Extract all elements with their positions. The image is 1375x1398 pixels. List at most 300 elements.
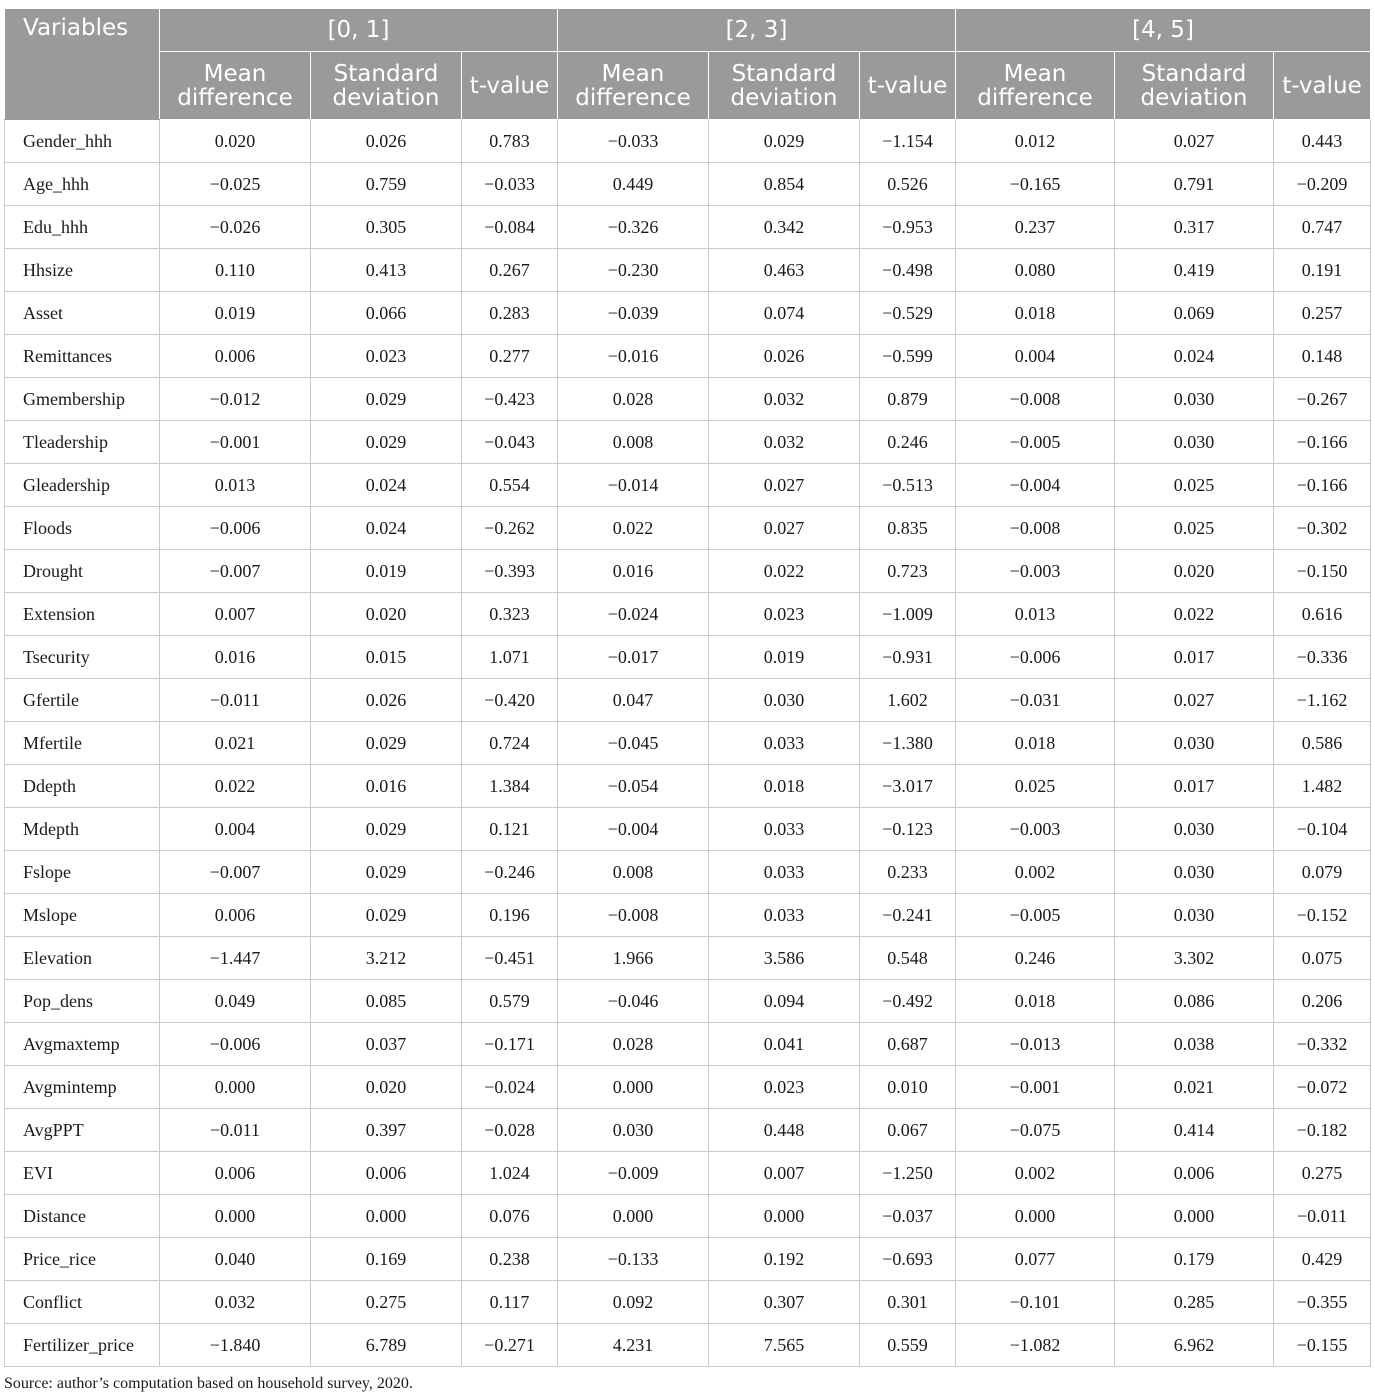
table-cell: 0.342 <box>709 206 860 249</box>
table-cell: 0.049 <box>160 980 311 1023</box>
table-row <box>5 1281 1371 1324</box>
variable-name: Asset <box>5 292 160 335</box>
table-row <box>5 851 1371 894</box>
table-cell: −0.241 <box>860 894 956 937</box>
table-cell: 0.022 <box>558 507 709 550</box>
table-row <box>5 1195 1371 1238</box>
table-cell: 0.000 <box>160 1195 311 1238</box>
table-row <box>5 1324 1371 1367</box>
table-cell: 0.449 <box>558 163 709 206</box>
table-cell: 0.463 <box>709 249 860 292</box>
variable-name: Mdepth <box>5 808 160 851</box>
table-cell: −0.152 <box>1274 894 1371 937</box>
table-cell: 0.007 <box>160 593 311 636</box>
table-cell: −0.006 <box>956 636 1115 679</box>
table-cell: −0.045 <box>558 722 709 765</box>
variable-name: Elevation <box>5 937 160 980</box>
table-cell: 0.443 <box>1274 120 1371 163</box>
table-cell: 0.024 <box>1115 335 1274 378</box>
table-cell: 0.006 <box>311 1152 462 1195</box>
table-cell: 0.275 <box>1274 1152 1371 1195</box>
table-cell: 0.000 <box>956 1195 1115 1238</box>
table-cell: 0.032 <box>709 378 860 421</box>
table-cell: −0.008 <box>956 507 1115 550</box>
table-cell: 0.029 <box>311 378 462 421</box>
table-cell: 0.616 <box>1274 593 1371 636</box>
table-cell: −1.840 <box>160 1324 311 1367</box>
table-cell: 0.019 <box>160 292 311 335</box>
table-row <box>5 292 1371 335</box>
table-cell: 3.302 <box>1115 937 1274 980</box>
table-row <box>5 249 1371 292</box>
table-cell: −0.326 <box>558 206 709 249</box>
table-cell: 3.212 <box>311 937 462 980</box>
table-cell: −0.104 <box>1274 808 1371 851</box>
table-cell: −0.043 <box>462 421 558 464</box>
table-cell: −0.011 <box>160 1109 311 1152</box>
table-cell: 0.879 <box>860 378 956 421</box>
table-cell: 0.000 <box>1115 1195 1274 1238</box>
table-cell: 0.040 <box>160 1238 311 1281</box>
table-cell: 0.016 <box>558 550 709 593</box>
table-cell: 0.006 <box>160 1152 311 1195</box>
table-cell: 0.004 <box>160 808 311 851</box>
table-cell: 0.687 <box>860 1023 956 1066</box>
standard-deviation-header: Standard deviation <box>311 52 462 120</box>
table-cell: 0.033 <box>709 851 860 894</box>
table-cell: 0.006 <box>1115 1152 1274 1195</box>
variable-name: Drought <box>5 550 160 593</box>
standard-deviation-header: Standard deviation <box>709 52 860 120</box>
table-cell: 0.028 <box>558 378 709 421</box>
table-cell: 0.013 <box>956 593 1115 636</box>
variable-name: Fslope <box>5 851 160 894</box>
table-cell: 0.006 <box>160 335 311 378</box>
variable-name: AvgPPT <box>5 1109 160 1152</box>
table-cell: 4.231 <box>558 1324 709 1367</box>
table-cell: 0.448 <box>709 1109 860 1152</box>
table-row <box>5 507 1371 550</box>
table-row <box>5 163 1371 206</box>
table-cell: 0.018 <box>956 722 1115 765</box>
variable-name: Price_rice <box>5 1238 160 1281</box>
table-cell: 0.759 <box>311 163 462 206</box>
table-cell: 0.246 <box>956 937 1115 980</box>
table-cell: −1.154 <box>860 120 956 163</box>
table-cell: 0.015 <box>311 636 462 679</box>
table-cell: 1.482 <box>1274 765 1371 808</box>
t-value-header: t-value <box>462 52 558 120</box>
table-cell: −0.166 <box>1274 464 1371 507</box>
table-cell: −0.166 <box>1274 421 1371 464</box>
table-cell: 0.554 <box>462 464 558 507</box>
variable-name: Remittances <box>5 335 160 378</box>
table-cell: −0.033 <box>558 120 709 163</box>
table-cell: −0.230 <box>558 249 709 292</box>
table-cell: −0.007 <box>160 550 311 593</box>
table-cell: −0.017 <box>558 636 709 679</box>
table-cell: −0.492 <box>860 980 956 1023</box>
variable-name: Distance <box>5 1195 160 1238</box>
table-cell: 0.020 <box>311 1066 462 1109</box>
table-cell: 0.033 <box>709 722 860 765</box>
table-cell: −0.008 <box>956 378 1115 421</box>
table-cell: 0.022 <box>709 550 860 593</box>
table-cell: −0.513 <box>860 464 956 507</box>
table-row <box>5 679 1371 722</box>
table-cell: −0.033 <box>462 163 558 206</box>
table-cell: −0.003 <box>956 550 1115 593</box>
table-cell: −0.005 <box>956 421 1115 464</box>
table-cell: 0.020 <box>1115 550 1274 593</box>
table-cell: 0.026 <box>311 679 462 722</box>
table-cell: −0.931 <box>860 636 956 679</box>
variable-name: Floods <box>5 507 160 550</box>
table-cell: 0.008 <box>558 421 709 464</box>
table-cell: −0.246 <box>462 851 558 894</box>
table-cell: −1.447 <box>160 937 311 980</box>
source-note: Source: author’s computation based on household survey, 2020. <box>4 1375 413 1392</box>
table-cell: 0.027 <box>1115 679 1274 722</box>
table-cell: −0.007 <box>160 851 311 894</box>
table-cell: −0.075 <box>956 1109 1115 1152</box>
variable-name: Tsecurity <box>5 636 160 679</box>
table-cell: 0.028 <box>558 1023 709 1066</box>
table-cell: 0.012 <box>956 120 1115 163</box>
table-row <box>5 1109 1371 1152</box>
table-cell: 0.047 <box>558 679 709 722</box>
table-row <box>5 550 1371 593</box>
table-cell: 0.079 <box>1274 851 1371 894</box>
table-cell: 0.283 <box>462 292 558 335</box>
table-cell: 1.071 <box>462 636 558 679</box>
variable-name: Avgmintemp <box>5 1066 160 1109</box>
table-cell: 6.962 <box>1115 1324 1274 1367</box>
table-cell: −0.209 <box>1274 163 1371 206</box>
table-cell: 0.169 <box>311 1238 462 1281</box>
table-cell: 0.025 <box>1115 464 1274 507</box>
table-row <box>5 120 1371 163</box>
variable-name: Gmembership <box>5 378 160 421</box>
table-cell: −0.003 <box>956 808 1115 851</box>
table-cell: 0.030 <box>1115 808 1274 851</box>
table-cell: 0.019 <box>709 636 860 679</box>
table-cell: 0.025 <box>956 765 1115 808</box>
table-cell: 0.179 <box>1115 1238 1274 1281</box>
table-row <box>5 378 1371 421</box>
table-cell: 0.092 <box>558 1281 709 1324</box>
table-cell: 0.723 <box>860 550 956 593</box>
balance-table <box>4 8 1371 1367</box>
table-cell: 0.023 <box>311 335 462 378</box>
table-cell: 0.021 <box>1115 1066 1274 1109</box>
table-cell: 0.419 <box>1115 249 1274 292</box>
table-cell: 0.033 <box>709 894 860 937</box>
table-cell: 0.094 <box>709 980 860 1023</box>
table-cell: 0.030 <box>558 1109 709 1152</box>
table-cell: 0.024 <box>311 464 462 507</box>
table-cell: 0.027 <box>709 464 860 507</box>
table-cell: 0.000 <box>558 1066 709 1109</box>
table-cell: −0.046 <box>558 980 709 1023</box>
table-cell: 3.586 <box>709 937 860 980</box>
variable-name: Mfertile <box>5 722 160 765</box>
table-cell: −0.016 <box>558 335 709 378</box>
table-cell: 0.067 <box>860 1109 956 1152</box>
table-cell: 0.020 <box>311 593 462 636</box>
table-cell: 0.004 <box>956 335 1115 378</box>
table-cell: −0.011 <box>160 679 311 722</box>
variable-name: Extension <box>5 593 160 636</box>
table-cell: −0.498 <box>860 249 956 292</box>
table-cell: −0.008 <box>558 894 709 937</box>
table-cell: 0.002 <box>956 1152 1115 1195</box>
table-cell: 0.074 <box>709 292 860 335</box>
table-body <box>5 120 1371 1367</box>
table-row <box>5 593 1371 636</box>
variable-name: Conflict <box>5 1281 160 1324</box>
table-cell: 1.024 <box>462 1152 558 1195</box>
table-cell: −0.011 <box>1274 1195 1371 1238</box>
table-cell: 0.029 <box>311 808 462 851</box>
table-cell: −1.162 <box>1274 679 1371 722</box>
table-cell: 0.233 <box>860 851 956 894</box>
table-cell: −0.332 <box>1274 1023 1371 1066</box>
variables-header: Variables <box>5 9 160 120</box>
table-cell: −0.171 <box>462 1023 558 1066</box>
table-cell: −0.420 <box>462 679 558 722</box>
table-cell: 0.835 <box>860 507 956 550</box>
table-cell: 0.196 <box>462 894 558 937</box>
table-cell: 0.237 <box>956 206 1115 249</box>
variable-name: Avgmaxtemp <box>5 1023 160 1066</box>
table-cell: 0.548 <box>860 937 956 980</box>
table-cell: 0.007 <box>709 1152 860 1195</box>
table-cell: −0.039 <box>558 292 709 335</box>
table-cell: 0.275 <box>311 1281 462 1324</box>
table-cell: 0.069 <box>1115 292 1274 335</box>
table-cell: 0.037 <box>311 1023 462 1066</box>
table-cell: −0.165 <box>956 163 1115 206</box>
table-cell: −0.072 <box>1274 1066 1371 1109</box>
variable-name: EVI <box>5 1152 160 1195</box>
table-cell: −0.005 <box>956 894 1115 937</box>
table-cell: 0.086 <box>1115 980 1274 1023</box>
table-cell: −0.001 <box>160 421 311 464</box>
group-header-4-5: [4, 5] <box>956 9 1371 52</box>
table-cell: −0.009 <box>558 1152 709 1195</box>
table-cell: −0.013 <box>956 1023 1115 1066</box>
table-cell: −0.423 <box>462 378 558 421</box>
table-cell: 0.323 <box>462 593 558 636</box>
table-cell: 0.025 <box>1115 507 1274 550</box>
table-cell: 0.029 <box>709 120 860 163</box>
table-cell: 0.029 <box>311 722 462 765</box>
table-cell: −0.355 <box>1274 1281 1371 1324</box>
table-cell: 0.030 <box>1115 722 1274 765</box>
table-cell: −0.054 <box>558 765 709 808</box>
table-cell: −0.302 <box>1274 507 1371 550</box>
table-row <box>5 722 1371 765</box>
table-cell: 0.023 <box>709 1066 860 1109</box>
table-cell: 0.026 <box>311 120 462 163</box>
table-cell: −0.031 <box>956 679 1115 722</box>
variable-name: Fertilizer_price <box>5 1324 160 1367</box>
table-cell: 0.023 <box>709 593 860 636</box>
table-cell: 0.285 <box>1115 1281 1274 1324</box>
table-cell: 0.791 <box>1115 163 1274 206</box>
table-cell: 0.008 <box>558 851 709 894</box>
variable-name: Pop_dens <box>5 980 160 1023</box>
variable-name: Gleadership <box>5 464 160 507</box>
table-cell: −0.393 <box>462 550 558 593</box>
table-cell: 0.066 <box>311 292 462 335</box>
table-row <box>5 937 1371 980</box>
table-cell: 0.017 <box>1115 765 1274 808</box>
table-cell: 1.966 <box>558 937 709 980</box>
table-row <box>5 206 1371 249</box>
table-cell: 0.030 <box>1115 894 1274 937</box>
table-row <box>5 1238 1371 1281</box>
table-row <box>5 335 1371 378</box>
table-cell: 0.000 <box>160 1066 311 1109</box>
table-cell: 0.307 <box>709 1281 860 1324</box>
table-cell: 0.030 <box>1115 851 1274 894</box>
table-cell: −0.037 <box>860 1195 956 1238</box>
variable-name: Hhsize <box>5 249 160 292</box>
table-cell: 0.029 <box>311 421 462 464</box>
table-cell: 0.305 <box>311 206 462 249</box>
table-cell: 7.565 <box>709 1324 860 1367</box>
table-cell: −0.024 <box>558 593 709 636</box>
table-cell: 1.384 <box>462 765 558 808</box>
table-cell: 0.006 <box>160 894 311 937</box>
table-cell: 0.077 <box>956 1238 1115 1281</box>
table-row <box>5 464 1371 507</box>
table-cell: −0.267 <box>1274 378 1371 421</box>
table-cell: 0.022 <box>1115 593 1274 636</box>
table-cell: 0.429 <box>1274 1238 1371 1281</box>
table-cell: 0.192 <box>709 1238 860 1281</box>
table-cell: 0.724 <box>462 722 558 765</box>
table-cell: −0.024 <box>462 1066 558 1109</box>
table-cell: −0.451 <box>462 937 558 980</box>
table-cell: 0.148 <box>1274 335 1371 378</box>
table-cell: 0.246 <box>860 421 956 464</box>
table-cell: 0.018 <box>956 292 1115 335</box>
header-group-row <box>5 9 1371 52</box>
table-cell: 0.030 <box>1115 421 1274 464</box>
t-value-header: t-value <box>1274 52 1371 120</box>
table-header <box>5 9 1371 120</box>
table-cell: 0.238 <box>462 1238 558 1281</box>
table-cell: 0.317 <box>1115 206 1274 249</box>
table-row <box>5 765 1371 808</box>
table-cell: 0.191 <box>1274 249 1371 292</box>
table-cell: 0.017 <box>1115 636 1274 679</box>
table-cell: −0.026 <box>160 206 311 249</box>
variable-name: Mslope <box>5 894 160 937</box>
table-cell: −0.014 <box>558 464 709 507</box>
table-cell: 0.013 <box>160 464 311 507</box>
table-cell: 6.789 <box>311 1324 462 1367</box>
table-cell: 0.000 <box>311 1195 462 1238</box>
table-cell: −0.529 <box>860 292 956 335</box>
variable-name: Gfertile <box>5 679 160 722</box>
table-cell: −0.599 <box>860 335 956 378</box>
table-cell: 0.080 <box>956 249 1115 292</box>
table-cell: 0.526 <box>860 163 956 206</box>
table-cell: 0.020 <box>160 120 311 163</box>
table-cell: −1.250 <box>860 1152 956 1195</box>
table-cell: 0.021 <box>160 722 311 765</box>
table-cell: 0.027 <box>1115 120 1274 163</box>
table-cell: −0.150 <box>1274 550 1371 593</box>
table-cell: −3.017 <box>860 765 956 808</box>
table-row <box>5 636 1371 679</box>
table-cell: −0.025 <box>160 163 311 206</box>
table-cell: 0.029 <box>311 894 462 937</box>
table-row <box>5 808 1371 851</box>
mean-difference-header: Mean difference <box>956 52 1115 120</box>
table-cell: −1.082 <box>956 1324 1115 1367</box>
table-cell: 0.085 <box>311 980 462 1023</box>
table-cell: −0.271 <box>462 1324 558 1367</box>
variable-name: Ddepth <box>5 765 160 808</box>
table-cell: 0.018 <box>709 765 860 808</box>
mean-difference-header: Mean difference <box>160 52 311 120</box>
table-cell: 0.016 <box>311 765 462 808</box>
table-cell: 0.579 <box>462 980 558 1023</box>
table-cell: 0.041 <box>709 1023 860 1066</box>
table-cell: −0.693 <box>860 1238 956 1281</box>
table-cell: 0.559 <box>860 1324 956 1367</box>
table-row <box>5 421 1371 464</box>
table-cell: 0.414 <box>1115 1109 1274 1152</box>
table-cell: 0.032 <box>160 1281 311 1324</box>
table-cell: 0.032 <box>709 421 860 464</box>
table-cell: 0.029 <box>311 851 462 894</box>
table-cell: 0.019 <box>311 550 462 593</box>
table-cell: 0.117 <box>462 1281 558 1324</box>
table-cell: −0.953 <box>860 206 956 249</box>
standard-deviation-header: Standard deviation <box>1115 52 1274 120</box>
table-row <box>5 1023 1371 1066</box>
table-cell: 0.301 <box>860 1281 956 1324</box>
table-cell: 0.397 <box>311 1109 462 1152</box>
table-cell: 0.018 <box>956 980 1115 1023</box>
table-cell: 0.783 <box>462 120 558 163</box>
table-cell: 0.206 <box>1274 980 1371 1023</box>
table-cell: 0.022 <box>160 765 311 808</box>
table-cell: 0.267 <box>462 249 558 292</box>
variable-name: Gender_hhh <box>5 120 160 163</box>
table-cell: 0.000 <box>558 1195 709 1238</box>
table-cell: −1.009 <box>860 593 956 636</box>
table-cell: 0.075 <box>1274 937 1371 980</box>
table-cell: 0.000 <box>709 1195 860 1238</box>
table-cell: 0.110 <box>160 249 311 292</box>
table-cell: 0.010 <box>860 1066 956 1109</box>
variable-name: Tleadership <box>5 421 160 464</box>
table-cell: −0.262 <box>462 507 558 550</box>
table-cell: −0.012 <box>160 378 311 421</box>
table-cell: 0.033 <box>709 808 860 851</box>
table-cell: 0.277 <box>462 335 558 378</box>
table-cell: 0.413 <box>311 249 462 292</box>
group-header-2-3: [2, 3] <box>558 9 956 52</box>
table-cell: 0.747 <box>1274 206 1371 249</box>
